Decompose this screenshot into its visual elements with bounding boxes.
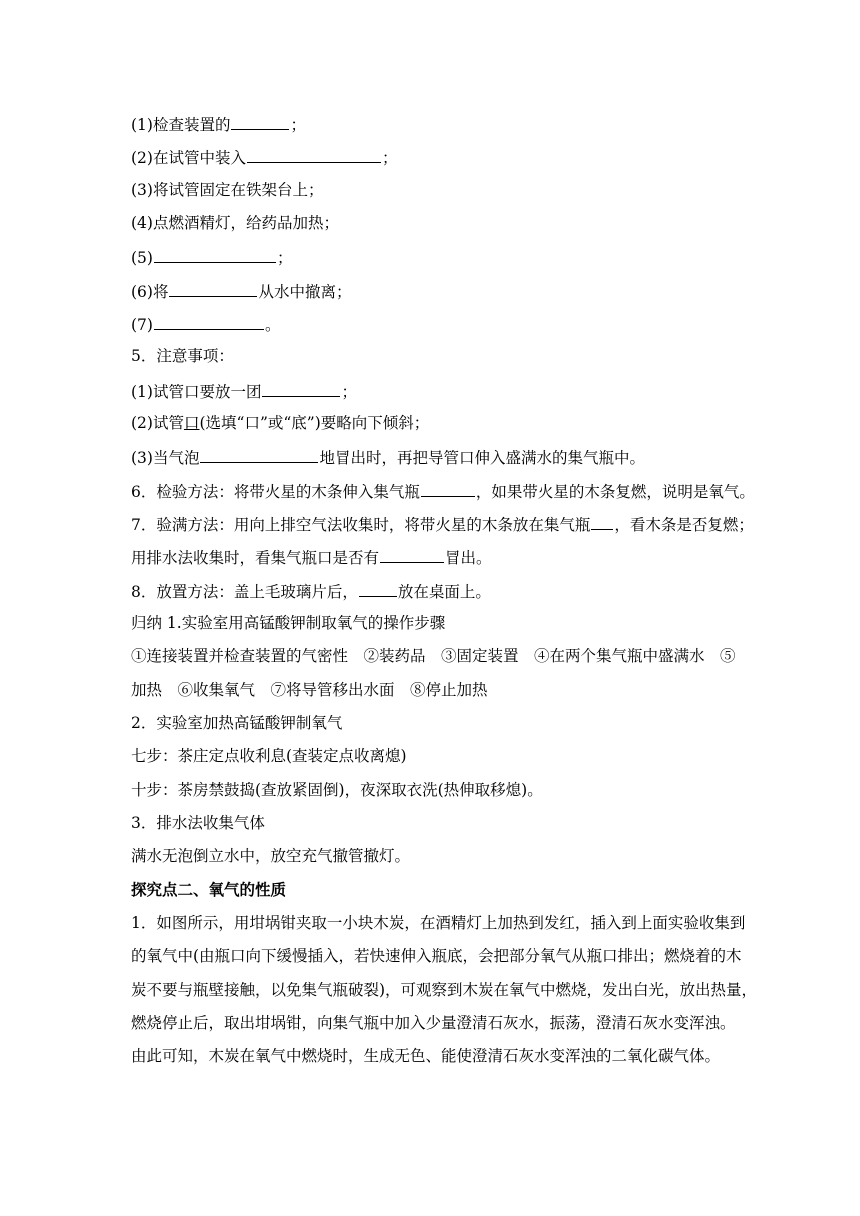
summary-heading-2: 2．实验室加热高锰酸钾制氧气: [131, 714, 343, 732]
section-2-paragraph-line: 由此可知，木炭在氧气中燃烧时，生成无色、能使澄清石灰水变浑浊的二氧化碳气体。: [131, 1047, 721, 1065]
step-1: [131, 113, 306, 135]
answer-blank[interactable]: [154, 246, 276, 263]
drain-method-mnemonic: 满水无泡倒立水中，放空充气撤管撤灯。: [131, 847, 411, 865]
item-7-text: 7．验满方法：用向上排空气法收集时，将带火星的木条放在集气瓶: [131, 516, 591, 534]
section-2-paragraph-line: 燃烧停止后，取出坩埚钳，向集气瓶中加入少量澄清石灰水，振荡，澄清石灰水变浑浊。: [131, 1014, 736, 1032]
notes-heading: 5．注意事项：: [131, 347, 234, 365]
note-3-text: (3)当气泡: [131, 449, 200, 467]
item-6-text: 6．检验方法：将带火星的木条伸入集气瓶: [131, 483, 420, 501]
step-5: [131, 246, 292, 268]
step-5-text: (5): [131, 249, 153, 267]
note-3-end: 地冒出时，再把导管口伸入盛满水的集气瓶中。: [319, 449, 645, 467]
mnemonic-seven-steps: 七步：茶庄定点收利息(查装定点收离熄): [131, 747, 407, 765]
step-4: (4)点燃酒精灯，给药品加热；: [131, 214, 339, 232]
item-7-line-2: [131, 546, 492, 568]
answer-blank[interactable]: [169, 280, 257, 297]
answer-blank[interactable]: [359, 580, 397, 597]
step-1-text: (1)检查装置的: [131, 116, 231, 134]
answer-blank[interactable]: [421, 480, 475, 497]
step-6-text: (6)将: [131, 283, 169, 301]
step-2-end: ；: [381, 149, 398, 167]
step-7-text: (7): [131, 316, 153, 334]
answer-blank[interactable]: [591, 513, 613, 530]
note-2: [131, 413, 429, 433]
note-1: [131, 380, 357, 402]
item-7-full-check: [131, 513, 754, 535]
item-6-end: ，如果带火星的木条复燃，说明是氧气。: [475, 483, 755, 501]
item-7-line-2-end: 冒出。: [445, 549, 492, 567]
mnemonic-ten-steps: 十步：茶房禁鼓捣(查放紧固倒)，夜深取衣洗(热伸取移熄)。: [131, 781, 543, 799]
item-7-line-2-text: 用排水法收集时，看集气瓶口是否有: [131, 549, 380, 567]
item-8-text: 8．放置方法：盖上毛玻璃片后，: [131, 583, 358, 601]
note-1-text: (1)试管口要放一团: [131, 383, 262, 401]
answer-blank[interactable]: [262, 380, 340, 397]
answer-blank[interactable]: [247, 146, 381, 163]
step-6: [131, 280, 351, 302]
note-2-text: (2)试管: [131, 414, 184, 432]
note-2-answer: 口: [183, 414, 200, 432]
note-2-end: (选填“口”或“底”)要略向下倾斜；: [199, 414, 430, 432]
item-8-placement: [131, 580, 491, 602]
note-3: [131, 446, 645, 468]
item-8-end: 放在桌面上。: [397, 583, 491, 601]
section-2-paragraph-line: 的氧气中(由瓶口向下缓慢插入，若快速伸入瓶底，会把部分氧气从瓶口排出；燃烧着的木: [131, 947, 742, 965]
item-7-end: ，看木条是否复燃；: [614, 516, 754, 534]
step-3: (3)将试管固定在铁架台上；: [131, 181, 324, 199]
section-2-paragraph-line: 1．如图所示，用坩埚钳夹取一小块木炭，在酒精灯上加热到发红，插入到上面实验收集到: [131, 914, 746, 932]
step-6-end: 从水中撤离；: [258, 283, 352, 301]
answer-blank[interactable]: [231, 113, 289, 130]
item-6-test-method: [131, 480, 755, 502]
summary-steps-line-2: 加热 ⑥收集氧气 ⑦将导管移出水面 ⑧停止加热: [131, 681, 488, 699]
answer-blank[interactable]: [154, 313, 264, 330]
step-1-end: ；: [290, 116, 306, 134]
step-2-text: (2)在试管中装入: [131, 149, 246, 167]
summary-title: 归纳 1.实验室用高锰酸钾制取氧气的操作步骤: [131, 614, 446, 632]
note-1-end: ；: [341, 383, 357, 401]
step-5-end: ；: [276, 249, 293, 267]
answer-blank[interactable]: [200, 446, 318, 463]
section-2-title: 探究点二、氧气的性质: [131, 880, 287, 899]
section-2-paragraph-line: 炭不要与瓶壁接触，以免集气瓶破裂)，可观察到木炭在氧气中燃烧，发出白光，放出热量，: [131, 981, 758, 999]
step-2: [131, 146, 397, 168]
answer-blank[interactable]: [380, 546, 444, 563]
summary-steps-line-1: ①连接装置并检查装置的气密性 ②装药品 ③固定装置 ④在两个集气瓶中盛满水 ⑤: [131, 647, 736, 665]
step-7: [131, 313, 280, 335]
summary-heading-3: 3．排水法收集气体: [131, 814, 265, 832]
step-7-end: 。: [264, 316, 281, 334]
